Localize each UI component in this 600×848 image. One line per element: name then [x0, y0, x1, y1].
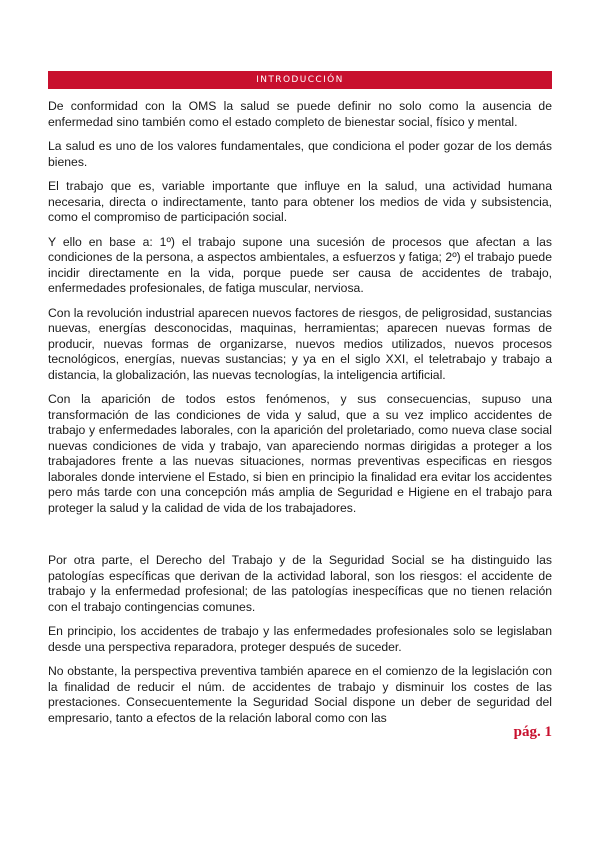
section-title: INTRODUCCIÓN	[256, 75, 344, 85]
paragraph-9: No obstante, la perspectiva preventiva también aparece en el comienzo de la legislación con la finalidad de reducir el núm. de accidentes de trabajo y disminuir los costes de las prestaciones. Consecuentemente la Seguridad Social dispone un deber de seguridad del empresario, tanto a efectos de la relación laboral como con las	[48, 664, 552, 725]
paragraph-6: Con la aparición de todos estos fenómenos, y sus consecuencias, supuso una transformación de las condiciones de vida y salud, que a su vez implico accidentes de trabajo y enfermedades laborales, con la aparición del proletariado, como nueva clase social nuevas condiciones de vida y trabajo, van apareciendo normas dirigidas a proteger a los trabajadores frente a las nuevas situaciones, normas preventivas especificas en riesgos laborales donde interviene el Estado, si bien en principio la finalidad era evitar los accidentes pero más tarde con una concepción más amplia de Seguridad e Higiene en el trabajo para proteger la salud y la calidad de vida de los trabajadores.	[48, 392, 552, 515]
paragraph-7: Por otra parte, el Derecho del Trabajo y de la Seguridad Social se ha distinguido las patologías específicas que derivan de la actividad laboral, son los riesgos: el accidente de trabajo y la enfermedad profesional; de las patologías inespecíficas que no tienen relación con el trabajo contingencias comunes.	[48, 553, 552, 614]
paragraph-4: Y ello en base a: 1º) el trabajo supone una sucesión de procesos que afectan a las condiciones de la persona, a aspectos ambientales, a esfuerzos y fatiga; 2º) el trabajo puede incidir directamente en la vida, porque puede ser causa de accidentes de trabajo, enfermedades profesionales, de fatiga muscular, nerviosa.	[48, 234, 552, 295]
paragraph-5: Con la revolución industrial aparecen nuevos factores de riesgos, de peligrosidad, sustancias nuevas, energías desconocidas, maquinas, herramientas; aparecen nuevas formas de producir, nuevas formas de organizarse, nuevos medios utilizados, nuevos procesos tecnológicos, energías, nuevas sustancias; y ya en el siglo XXI, el teletrabajo y trabajo a distancia, la globalización, las nuevas tecnologías, la inteligencia artificial.	[48, 305, 552, 382]
document-body	[48, 99, 552, 726]
paragraph-3: El trabajo que es, variable importante que influye en la salud, una actividad humana necesaria, directa o indirectamente, tanto para obtener los medios de vida y subsistencia, como el compromiso de participación social.	[48, 179, 552, 224]
paragraph-8: En principio, los accidentes de trabajo y las enfermedades profesionales solo se legislaban desde una perspectiva reparadora, proteger después de suceder.	[48, 624, 552, 654]
section-header-bar	[48, 71, 552, 89]
page-number: pág. 1	[513, 724, 552, 740]
paragraph-1: De conformidad con la OMS la salud se puede definir no solo como la ausencia de enfermedad sino también como el estado completo de bienestar social, físico y mental.	[48, 99, 552, 129]
paragraph-2: La salud es uno de los valores fundamentales, que condiciona el poder gozar de los demás bienes.	[48, 139, 552, 169]
